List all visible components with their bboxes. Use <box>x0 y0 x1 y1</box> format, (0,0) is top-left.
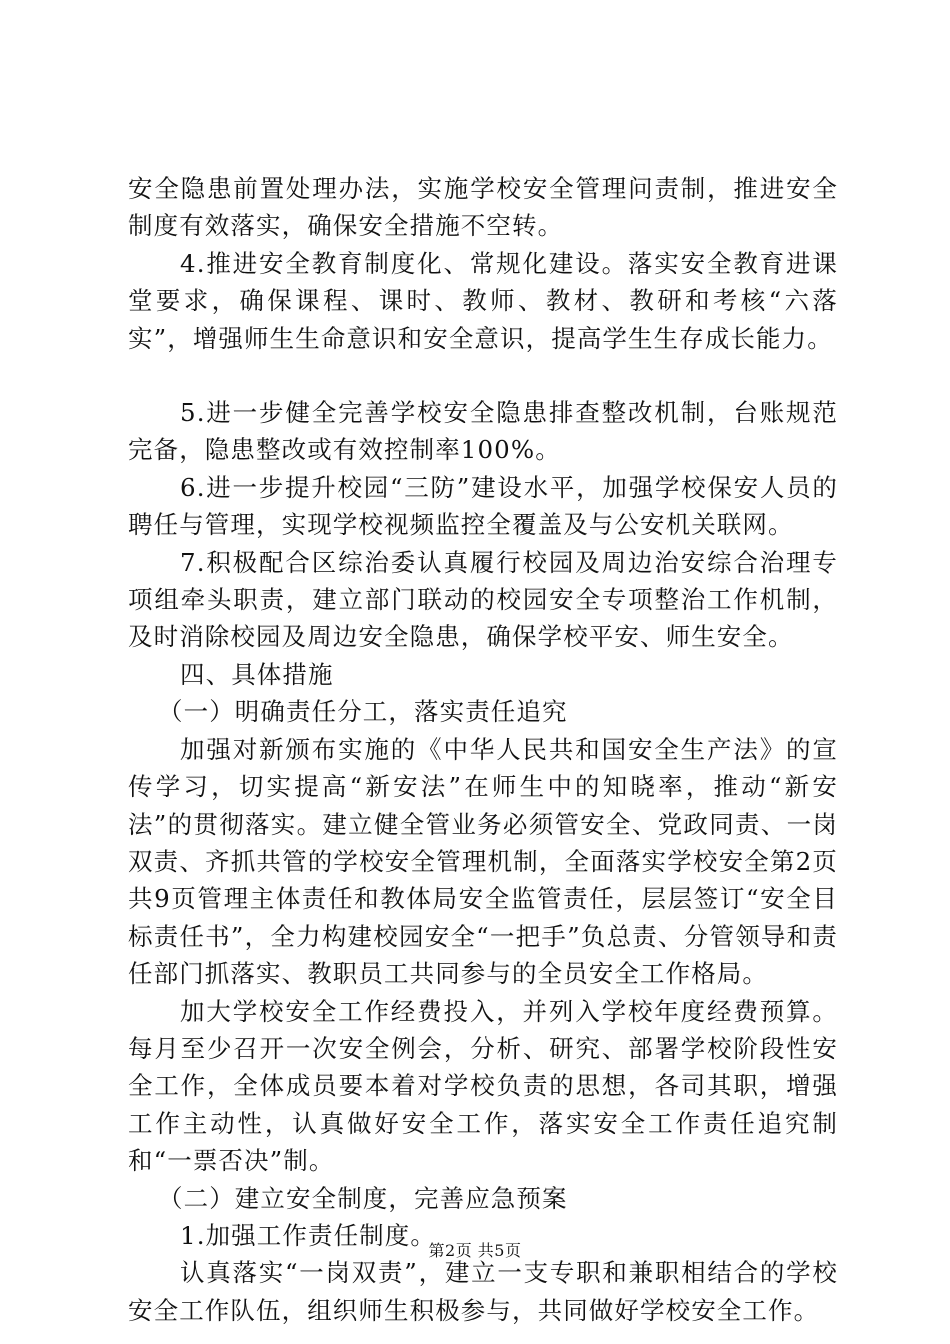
paragraph-item-5: 5.进一步健全完善学校安全隐患排查整改机制，台账规范完备，隐患整改或有效控制率100%。 <box>128 398 838 465</box>
paragraph-item-6: 6.进一步提升校园“三防”建设水平，加强学校保安人员的聘任与管理，实现学校视频监控全覆盖及与公安机关联网。 <box>128 472 838 540</box>
blank-line <box>128 357 838 394</box>
section-heading: 四、具体措施 <box>180 659 334 689</box>
paragraph-item-7: 7.积极配合区综治委认真履行校园及周边治安综合治理专项组牵头职责，建立部门联动的校园安全专项整治工作机制，及时消除校园及周边安全隐患，确保学校平安、师生安全。 <box>128 547 838 652</box>
paragraph-responsibility: 加强对新颁布实施的《中华人民共和国安全生产法》的宣传学习，切实提高“新安法”在师生中的知晓率，推动“新安法”的贯彻落实。建立健全管业务必须管安全、党政同责、一岗双责、齐抓共管的学校安全管理机制，全面落实学校安全第2页共9页管理主体责任和教体局安全监管责任，层层签订“安全目标责任书”，全力构建校园安全“一把手”负总责、分管领导和责任部门抓落实、教职员工共同参与的全员安全工作格局。 <box>128 734 838 989</box>
page-footer: 第2页 共5页 <box>428 1241 522 1260</box>
subsection-heading-1: （一）明确责任分工，落实责任追究 <box>158 697 568 727</box>
paragraph-item-4: 4.推进安全教育制度化、常规化建设。落实安全教育进课堂要求，确保课程、课时、教师、教材、教研和考核“六落实”，增强师生生命意识和安全意识，提高学生生存成长能力。 <box>128 248 838 353</box>
paragraph-one-post-two-duties: 认真落实“一岗双责”，建立一支专职和兼职相结合的学校安全工作队伍，组织师生积极参与，共同做好学校安全工作。 <box>128 1258 838 1325</box>
subsection-heading-2: （二）建立安全制度，完善应急预案 <box>158 1183 568 1213</box>
item-heading-1: 1.加强工作责任制度。 <box>180 1220 436 1250</box>
paragraph-continuation: 安全隐患前置处理办法，实施学校安全管理问责制，推进安全制度有效落实，确保安全措施不空转。 <box>128 174 838 241</box>
document-body <box>128 170 838 1329</box>
paragraph-funding: 加大学校安全工作经费投入，并列入学校年度经费预算。每月至少召开一次安全例会，分析、研究、部署学校阶段性安全工作，全体成员要本着对学校负责的思想，各司其职，增强工作主动性，认真做好安全工作，落实安全工作责任追究制和“一票否决”制。 <box>128 996 838 1176</box>
